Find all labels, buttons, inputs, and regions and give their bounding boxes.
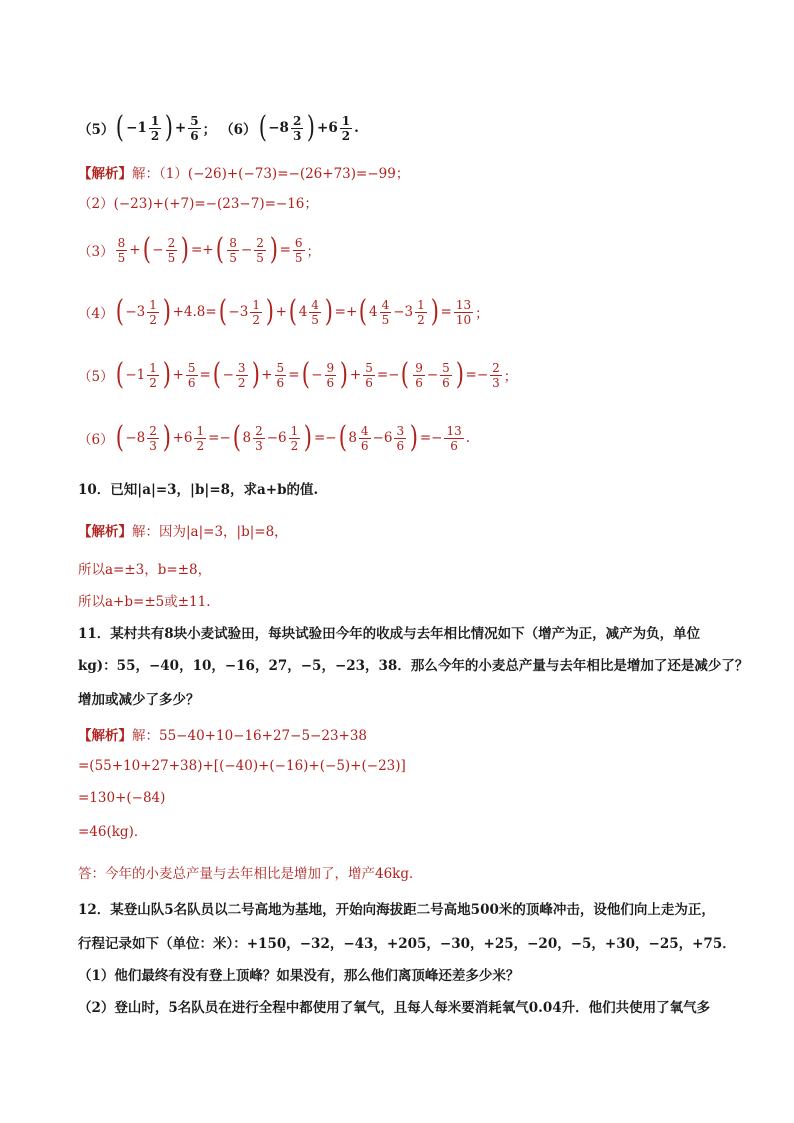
denominator: 2 [196,438,205,453]
numerator: 1 [149,360,157,375]
question-12-line-2: 行程记录如下（单位：米）：+150，−32，−43，+205，−30，+25，−20，−5，+30，−25，+75． [78,936,736,952]
denominator: 5 [294,250,303,265]
denominator: 2 [252,312,260,327]
period: . [354,120,359,136]
whole: 6 [278,430,287,446]
paren-left: ( [215,232,224,267]
mixed-number [137,298,161,327]
plus-sign: + [172,304,184,320]
mixed-number [137,361,161,390]
numerator: 5 [365,360,373,375]
minus-sign: − [125,367,137,383]
fraction [250,298,262,327]
fraction [236,361,248,390]
answer-1: （1）(−26)+(−73)=−(26+73)=−99； [159,166,410,182]
fraction [254,236,266,265]
problem-5-6-line [78,108,359,148]
minus-sign: − [126,120,138,136]
equals-sign: = [440,304,452,320]
fraction [440,361,452,390]
mixed-number [405,298,429,327]
whole: 6 [383,430,393,446]
analysis-11-answer: 答：今年的小麦总产量与去年相比是增加了，增产46kg． [78,866,423,882]
whole: 4 [369,304,378,320]
minus-sign: − [240,242,253,258]
label-a6: （6） [78,432,114,448]
question-12-part-1: （1）他们最终有没有登上顶峰？如果没有，那么他们离顶峰还差多少米？ [78,968,520,984]
fraction [394,424,406,453]
fraction [325,361,337,390]
paren-left: ( [232,420,241,455]
denominator: 6 [415,375,423,390]
fraction [309,298,321,327]
minus-sign: − [388,367,400,383]
decimal-value: 4.8 [183,304,206,320]
paren-right: ) [307,110,316,145]
analysis-tag: 【解析】 [78,728,132,744]
fraction [253,424,265,453]
answer-3 [78,230,320,270]
paren-left: ( [288,294,297,329]
answer-5 [78,355,517,395]
denominator: 6 [442,375,450,390]
mixed-number [137,424,161,453]
denominator: 2 [149,312,157,327]
mixed-number [384,424,408,453]
numerator: 1 [417,297,425,312]
denominator: 2 [341,128,351,143]
paren-right: ) [265,294,274,329]
fraction [188,114,200,143]
analysis-tag: 【解析】 [78,524,132,540]
denominator: 6 [276,375,285,390]
equals-sign: = [208,430,220,446]
numerator: 1 [252,297,260,312]
whole: 6 [183,430,193,446]
denominator: 5 [256,250,264,265]
fraction [186,361,198,390]
numerator: 1 [341,113,351,128]
equals-sign: = [288,367,300,383]
label-a4: （4） [78,306,114,322]
minus-sign: − [125,430,137,446]
denominator: 6 [190,128,199,143]
mixed-number [278,424,302,453]
plus-sign: + [349,367,362,383]
analysis-text: 解：因为|a|=3，|b|=8， [132,524,288,540]
numerator: 5 [190,113,199,128]
fraction [275,361,287,390]
numerator: 1 [149,297,157,312]
denominator: 3 [492,375,500,390]
numerator: 5 [276,360,285,375]
numerator: 4 [381,297,390,312]
numerator: 1 [150,113,160,128]
analysis-11-line-4: =46(kg)． [78,824,148,840]
mixed-number [328,114,354,143]
paren-right: ) [269,232,278,267]
equals-sign: = [279,242,291,258]
analysis-tag: 【解析】 [78,166,132,182]
paren-right: ) [324,294,333,329]
solution-prefix: 解： [132,166,159,182]
equals-sign: = [376,367,389,383]
minus-sign: − [152,242,164,258]
plus-sign: + [174,120,187,136]
period: . [465,430,471,446]
analysis-line-2: （2）(−23)+(+7)=−(23−7)=−16； [78,196,318,212]
paren-right: ) [162,357,171,392]
denominator: 5 [311,312,319,327]
denominator: 5 [381,312,390,327]
semicolon: ； [306,244,321,260]
numerator: 8 [229,235,237,250]
denominator: 3 [149,438,157,453]
numerator: 2 [167,235,176,250]
mixed-number [280,114,306,143]
minus-sign: − [393,304,405,320]
minus-sign: − [431,430,443,446]
whole: 3 [404,304,414,320]
plus-sign: + [129,242,141,258]
numerator: 5 [442,360,450,375]
paren-right: ) [180,232,190,267]
paren-left: ( [212,357,221,392]
numerator: 9 [326,360,335,375]
numerator: 2 [255,423,263,438]
equals-sign: = [334,304,346,320]
denominator: 2 [417,312,425,327]
paren-right: ) [251,357,260,392]
question-11-line-1: 11．某村共有8块小麦试验田，每块试验田今年的收成与去年相比情况如下（增产为正，减产为负，单位 [78,626,701,642]
plus-sign: + [275,304,287,320]
analysis-10-line-1 [78,522,288,542]
paren-right: ) [339,357,349,392]
fraction [415,298,427,327]
mixed-number [137,114,163,143]
numerator: 4 [360,423,369,438]
paren-right: ) [162,420,171,455]
whole: 8 [136,430,146,446]
fraction [194,424,206,453]
paren-right: ) [164,110,174,145]
denominator: 2 [149,375,157,390]
paren-left: ( [338,420,347,455]
minus-sign: − [219,430,231,446]
minus-sign: − [311,367,323,383]
plus-sign: + [345,304,358,320]
fraction [291,114,303,143]
denominator: 2 [290,438,299,453]
minus-sign: − [125,304,137,320]
whole: 8 [242,430,252,446]
analysis-11-line-3: =130+(−84) [78,790,166,806]
equals-sign: = [419,430,432,446]
numerator: 4 [311,297,319,312]
equals-sign: = [465,367,477,383]
mixed-number [242,424,266,453]
minus-sign: − [268,120,280,136]
mixed-number [299,298,323,327]
denominator: 6 [360,438,369,453]
paren-left: ( [115,294,124,329]
denominator: 10 [455,312,472,327]
analysis-11-line-2: =(55+10+27+38)+[(−40)+(−16)+(−5)+(−23)] [78,758,406,774]
analysis-11-line-1 [78,726,367,746]
equals-sign: = [190,242,203,258]
minus-sign: − [266,430,279,446]
whole: 4 [298,304,308,320]
minus-sign: − [476,367,489,383]
question-11-line-3: 增加或减少了多少？ [78,692,200,708]
mixed-number [240,298,264,327]
equals-sign: = [313,430,326,446]
paren-left: ( [359,294,368,329]
question-11-line-2: kg)：55，−40，10，−16，27，−5，−23，38．那么今年的小麦总产量与去年相比是增加了还是减少了？ [78,658,749,674]
fraction [147,361,159,390]
fraction [359,424,371,453]
numerator: 3 [237,360,246,375]
denominator: 3 [292,128,302,143]
paren-right: ) [430,294,439,329]
paren-left: ( [115,357,124,392]
fraction [149,114,161,143]
paren-left: ( [401,357,410,392]
plus-sign: + [317,120,329,136]
semicolon: ； [202,122,217,138]
fraction [289,424,301,453]
numerator: 13 [446,423,462,438]
denominator: 3 [255,438,263,453]
fraction [490,361,502,390]
semicolon: ； [475,306,489,322]
fraction [380,298,392,327]
numerator: 2 [256,235,264,250]
label-p6: （6） [220,122,257,138]
minus-sign: − [325,430,337,446]
fraction [454,298,473,327]
plus-sign: + [172,430,184,446]
denominator: 6 [396,438,405,453]
question-12-line-1: 12．某登山队5名队员以二号高地为基地，开始向海拔距二号高地500米的顶峰冲击，设他们向上走为正， [78,902,715,918]
numerator: 3 [396,423,405,438]
paren-left: ( [258,110,267,145]
numerator: 2 [492,360,500,375]
denominator: 5 [167,250,176,265]
denominator: 6 [365,375,373,390]
denominator: 6 [450,438,458,453]
plus-sign: + [261,367,273,383]
minus-sign: − [426,367,439,383]
analysis-text: 解：55−40+10−16+27−5−23+38 [132,728,368,744]
semicolon: ； [503,369,518,385]
numerator: 8 [117,235,126,250]
numerator: 1 [196,423,205,438]
minus-sign: − [372,430,384,446]
numerator: 2 [292,113,302,128]
whole: 6 [328,120,338,136]
denominator: 2 [150,128,160,143]
numerator: 1 [290,423,299,438]
paren-left: ( [142,232,151,267]
fraction [147,298,159,327]
fraction [340,114,352,143]
analysis-10-line-3: 所以a+b=±5或±11. [78,594,211,610]
paren-left: ( [301,357,310,392]
minus-sign: − [222,367,234,383]
denominator: 6 [326,375,335,390]
numerator: 13 [455,297,472,312]
whole: 3 [136,304,146,320]
equals-sign: = [199,367,211,383]
fraction [227,236,239,265]
numerator: 5 [187,360,196,375]
whole: 8 [348,430,357,446]
paren-right: ) [162,294,171,329]
answer-4 [78,292,489,332]
fraction [363,361,375,390]
equals-sign: = [205,304,217,320]
analysis-line-1 [78,164,409,184]
paren-left: ( [218,294,227,329]
analysis-10-line-2: 所以a=±3，b=±8， [78,562,212,578]
paren-right: ) [409,420,419,455]
denominator: 6 [187,375,196,390]
fraction [116,236,128,265]
label-p5: （5） [78,122,115,138]
paren-right: ) [304,420,313,455]
denominator: 5 [117,250,126,265]
whole: 3 [239,304,249,320]
whole: 1 [136,367,146,383]
question-10: 10．已知|a|=3，|b|=8，求a+b的值. [78,482,319,498]
label-a3: （3） [78,244,114,260]
answer-6 [78,418,470,458]
denominator: 5 [229,250,237,265]
numerator: 2 [149,423,157,438]
fraction [413,361,425,390]
fraction [293,236,305,265]
plus-sign: + [172,367,184,383]
whole: 8 [279,120,289,136]
fraction [166,236,178,265]
numerator: 6 [294,235,303,250]
question-12-part-2: （2）登山时，5名队员在进行全程中都使用了氧气，且每人每米要消耗氧气0.04升．他们共使用了氧气多 [78,1000,711,1016]
mixed-number [184,424,208,453]
fraction [444,424,463,453]
whole: 1 [137,120,147,136]
plus-sign: + [202,242,214,258]
label-a5: （5） [78,369,114,385]
mixed-number [369,298,393,327]
paren-left: ( [116,110,125,145]
mixed-number [348,424,372,453]
minus-sign: − [228,304,240,320]
numerator: 9 [415,360,423,375]
fraction [147,424,159,453]
paren-left: ( [115,420,124,455]
denominator: 2 [237,375,246,390]
paren-right: ) [455,357,464,392]
